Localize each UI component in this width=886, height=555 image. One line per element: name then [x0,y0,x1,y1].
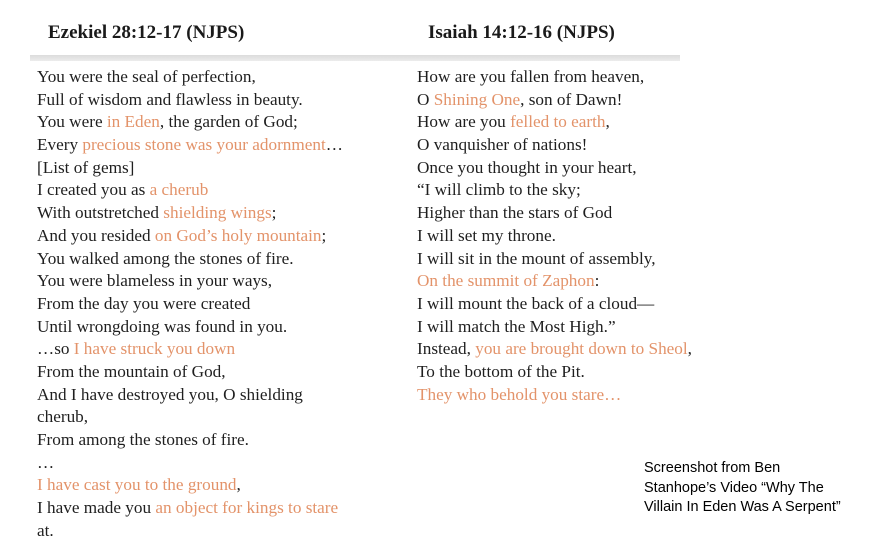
verse-text: You were the seal of perfection, [37,67,256,86]
highlighted-phrase: an object for kings to stare [155,498,339,518]
ezekiel-passage [37,66,343,542]
verse-text: I will sit in the mount of assembly, [417,248,656,268]
verse-text: [List of gems] [37,157,135,177]
isaiah-column-title: Isaiah 14:12-16 (NJPS) [428,22,615,43]
highlighted-phrase: felled to earth [510,112,606,132]
verse-text: Every [37,135,83,155]
verse-line [417,338,692,361]
verse-line [417,361,692,384]
verse-text: Instead, [417,339,476,359]
verse-line [417,111,692,134]
verse-line [37,270,343,293]
header-divider [30,55,680,61]
highlighted-phrase: Shining One [433,89,521,109]
verse-text: , [687,339,692,359]
verse-text: I will mount the back of a cloud— [417,293,655,313]
verse-line [37,474,343,497]
verse-line [417,293,692,316]
verse-line [37,179,343,202]
verse-line [417,384,692,407]
comparison-header [0,0,886,60]
verse-text: , son of Dawn! [520,89,623,109]
verse-text: … [325,135,343,155]
verse-text: From the mountain of God, [37,361,226,381]
highlighted-phrase: in Eden [106,112,160,132]
verse-line [37,384,343,407]
highlighted-phrase: I have struck you down [73,339,236,359]
verse-line [37,111,343,134]
verse-line [417,316,692,339]
verse-text: Full of wisdom and flawless in beauty. [37,89,303,109]
verse-line [37,225,343,248]
verse-text: …so [37,339,74,359]
highlighted-phrase: on God’s holy mountain [154,225,322,245]
verse-line [417,66,692,89]
verse-line [37,452,343,475]
verse-text: You were blameless in your ways, [37,271,273,291]
verse-line [417,179,692,202]
verse-line [417,134,692,157]
verse-line [37,429,343,452]
verse-line [417,202,692,225]
verse-text: ; [321,225,327,245]
verse-text: To the bottom of the Pit. [417,361,585,381]
verse-text: How are you fallen from heaven, [417,67,645,86]
verse-text: I will match the Most High.” [417,316,616,336]
highlighted-phrase: you are brought down to Sheol [475,339,688,359]
ezekiel-column-title: Ezekiel 28:12-17 (NJPS) [48,22,245,43]
verse-text: You were [37,112,107,132]
verse-text: , the garden of God; [159,112,298,132]
verse-line [37,316,343,339]
verse-text: How are you [417,112,511,132]
verse-text: … [37,452,55,472]
highlighted-phrase: shielding wings [163,203,272,223]
verse-text: And you resided [37,225,155,245]
verse-text: ; [271,203,277,223]
highlighted-phrase: a cherub [149,180,209,200]
verse-text: With outstretched [37,203,164,223]
verse-line [417,225,692,248]
verse-line [37,338,343,361]
caption-line: Stanhope’s Video “Why The [644,479,824,496]
verse-line [417,248,692,271]
verse-text: “I will climb to the sky; [417,180,581,200]
verse-text: at. [37,520,54,540]
verse-line [417,270,692,293]
verse-line [37,134,343,157]
verse-text: cherub, [37,407,89,427]
highlighted-phrase: I have cast you to the ground [37,475,237,495]
verse-line [37,202,343,225]
verse-text: I have made you [37,498,156,518]
verse-line [37,520,343,543]
verse-text: , [236,475,241,495]
verse-line [37,157,343,180]
verse-line [37,497,343,520]
verse-text: You walked among the stones of fire. [37,248,294,268]
highlighted-phrase: On the summit of Zaphon [417,271,595,291]
highlighted-phrase: precious stone was your adornment [82,135,326,155]
verse-text: And I have destroyed you, O shielding [37,384,303,404]
verse-text: Until wrongdoing was found in you. [37,316,288,336]
verse-line [37,66,343,89]
verse-line [37,248,343,271]
verse-text: O vanquisher of nations! [417,135,588,155]
highlighted-phrase: They who behold you stare… [417,384,622,404]
screenshot-caption [644,459,841,518]
verse-line [417,89,692,112]
verse-text: I will set my throne. [417,225,556,245]
verse-line [417,157,692,180]
verse-text: Once you thought in your heart, [417,157,637,177]
verse-text: From among the stones of fire. [37,430,249,449]
caption-line: Villain In Eden Was A Serpent” [644,499,841,515]
isaiah-passage [417,66,692,406]
verse-line [37,361,343,384]
caption-line: Screenshot from Ben [644,460,781,476]
verse-line [37,293,343,316]
verse-line [37,406,343,429]
verse-text: Higher than the stars of God [417,203,613,223]
verse-text: : [594,271,600,291]
verse-text: I created you as [37,180,150,200]
verse-text: From the day you were created [37,293,251,313]
verse-line [37,89,343,112]
verse-text: O [417,89,434,109]
verse-text: , [605,112,610,132]
